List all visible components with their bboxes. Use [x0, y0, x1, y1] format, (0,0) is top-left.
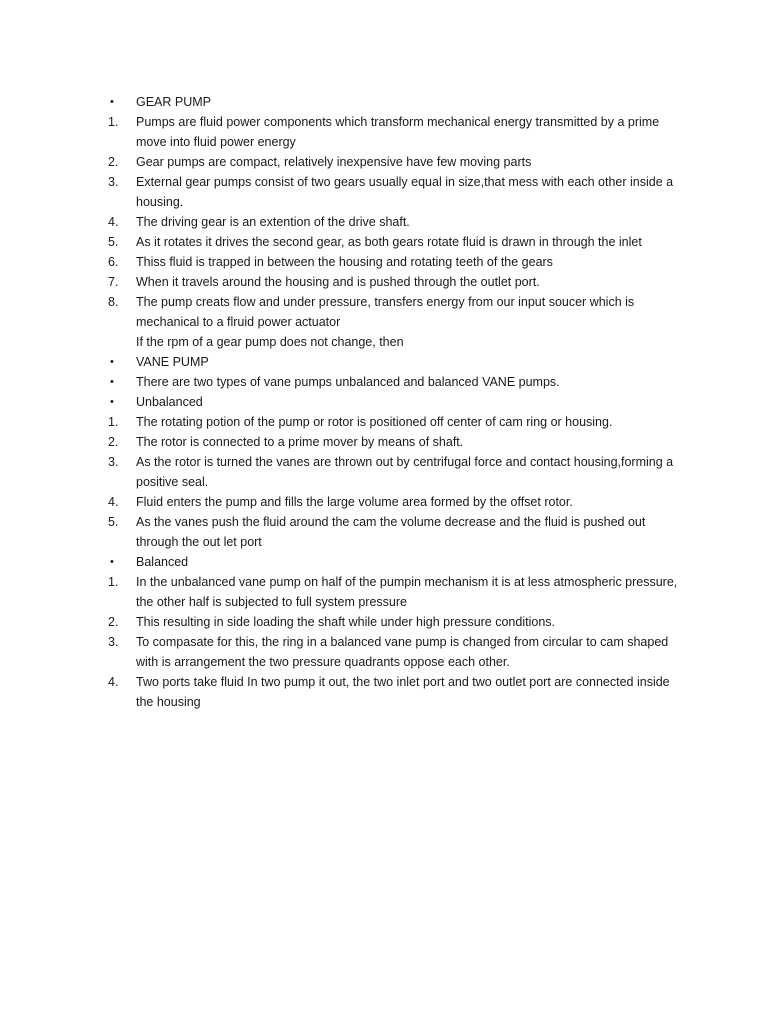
bullet-item — [108, 92, 688, 112]
bullet-icon: • — [110, 376, 114, 388]
item-text: As it rotates it drives the second gear, as both gears rotate fluid is drawn in through the inlet — [136, 235, 642, 249]
list-number: 5. — [108, 515, 119, 529]
bullet-item — [108, 352, 688, 372]
list-number: 6. — [108, 255, 119, 269]
item-text: As the vanes push the fluid around the cam the volume decrease and the fluid is pushed out through the out let port — [136, 515, 646, 549]
list-number: 1. — [108, 415, 119, 429]
item-text: This resulting in side loading the shaft while under high pressure conditions. — [136, 615, 555, 629]
list-number: 1. — [108, 575, 119, 589]
item-text: There are two types of vane pumps unbalanced and balanced VANE pumps. — [136, 375, 560, 389]
bullet-icon: • — [110, 96, 114, 108]
list-number: 4. — [108, 215, 119, 229]
item-text: When it travels around the housing and is pushed through the outlet port. — [136, 275, 540, 289]
list-number: 2. — [108, 155, 119, 169]
list-number: 8. — [108, 295, 119, 309]
item-text: Unbalanced — [136, 395, 203, 409]
list-number: 3. — [108, 455, 119, 469]
item-text: If the rpm of a gear pump does not change, then — [136, 335, 404, 349]
paragraph-line — [108, 332, 688, 352]
item-text: To compasate for this, the ring in a balanced vane pump is changed from circular to cam shaped with is arrangement the two pressure quadrants oppose each other. — [136, 635, 669, 669]
numbered-item — [108, 252, 688, 272]
item-text: Pumps are fluid power components which transform mechanical energy transmitted by a prime move into fluid power energy — [136, 115, 660, 149]
numbered-item — [108, 112, 688, 152]
item-text: The driving gear is an extention of the drive shaft. — [136, 215, 410, 229]
item-text: The pump creats flow and under pressure, transfers energy from our input soucer which is mechanical to a flruid power actuator — [136, 295, 635, 329]
list-number: 2. — [108, 615, 119, 629]
item-text: External gear pumps consist of two gears usually equal in size,that mess with each other inside a housing. — [136, 175, 674, 209]
item-text: As the rotor is turned the vanes are thrown out by centrifugal force and contact housing,forming a positive seal. — [136, 455, 674, 489]
numbered-item — [108, 232, 688, 252]
list-number: 4. — [108, 675, 119, 689]
bullet-item — [108, 552, 688, 572]
item-text: VANE PUMP — [136, 355, 209, 369]
item-text: The rotor is connected to a prime mover by means of shaft. — [136, 435, 464, 449]
numbered-item — [108, 492, 688, 512]
item-text: Two ports take fluid In two pump it out, the two inlet port and two outlet port are connected inside the housing — [136, 675, 670, 709]
list-number: 2. — [108, 435, 119, 449]
item-text: In the unbalanced vane pump on half of the pumpin mechanism it is at less atmospheric pressure, the other half is subjected to full system pressure — [136, 575, 678, 609]
list-number: 1. — [108, 115, 119, 129]
bullet-icon: • — [110, 356, 114, 368]
bullet-icon: • — [110, 556, 114, 568]
list-number: 5. — [108, 235, 119, 249]
item-text: The rotating potion of the pump or rotor is positioned off center of cam ring or housing. — [136, 415, 613, 429]
numbered-item — [108, 452, 688, 492]
numbered-item — [108, 612, 688, 632]
numbered-item — [108, 632, 688, 672]
item-text: GEAR PUMP — [136, 95, 212, 109]
bullet-icon: • — [110, 396, 114, 408]
list-number: 4. — [108, 495, 119, 509]
numbered-item — [108, 172, 688, 212]
numbered-item — [108, 212, 688, 232]
numbered-item — [108, 152, 688, 172]
bullet-item — [108, 392, 688, 412]
bullet-item — [108, 372, 688, 392]
numbered-item — [108, 272, 688, 292]
numbered-item — [108, 512, 688, 552]
item-text: Balanced — [136, 555, 189, 569]
numbered-item — [108, 412, 688, 432]
numbered-item — [108, 572, 688, 612]
item-text: Fluid enters the pump and fills the large volume area formed by the offset rotor. — [136, 495, 573, 509]
list-number: 3. — [108, 175, 119, 189]
document-list — [108, 92, 688, 712]
list-number: 7. — [108, 275, 119, 289]
item-text: Gear pumps are compact, relatively inexpensive have few moving parts — [136, 155, 532, 169]
list-number: 3. — [108, 635, 119, 649]
numbered-item — [108, 432, 688, 452]
numbered-item — [108, 292, 688, 332]
item-text: Thiss fluid is trapped in between the housing and rotating teeth of the gears — [136, 255, 553, 269]
numbered-item — [108, 672, 688, 712]
